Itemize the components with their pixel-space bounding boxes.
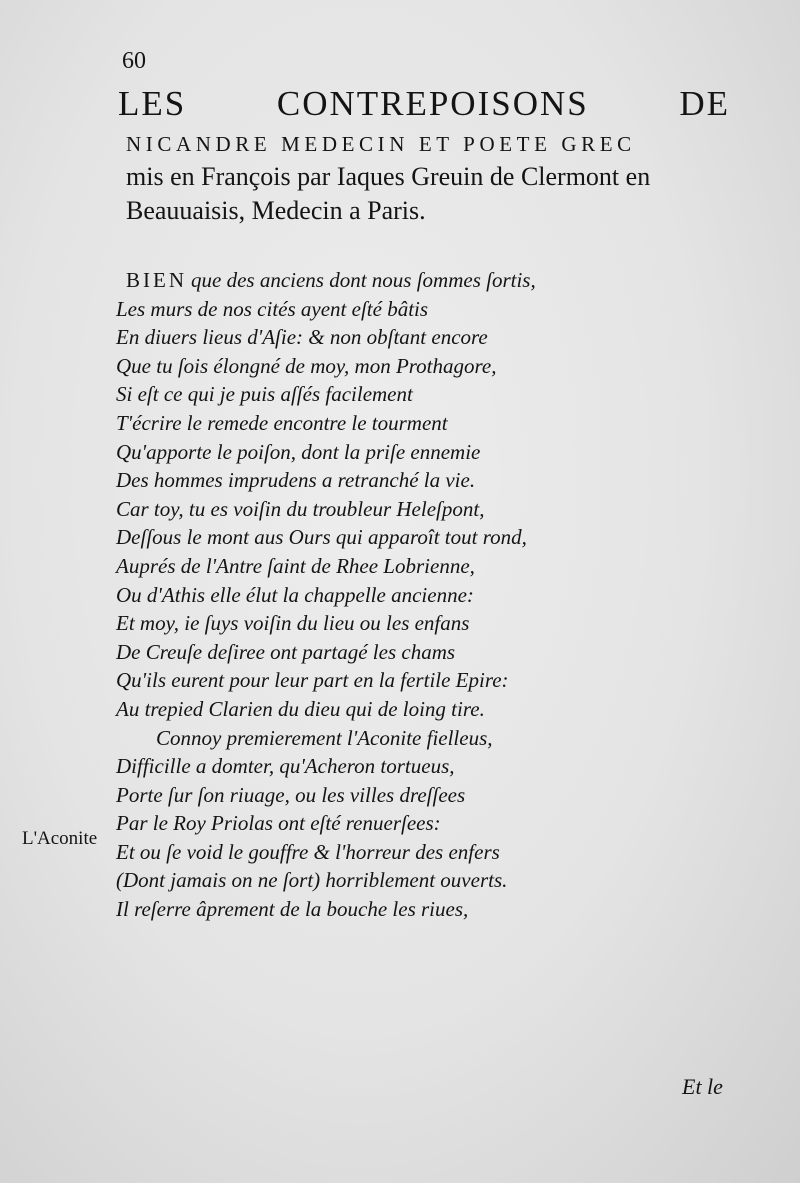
margin-note: L'Aconite: [22, 828, 98, 849]
title-line-1: [118, 84, 730, 124]
verse-line: (Dont jamais on ne ſort) horriblement ouverts.: [116, 868, 508, 893]
verse-line: De Creuſe deſiree ont partagé les chams: [116, 639, 456, 664]
title-word-3: DE: [679, 84, 730, 123]
verse-line: Que tu ſois élongné de moy, mon Prothagore,: [116, 353, 497, 378]
verse-first-word: BIEN: [126, 268, 187, 292]
catchword: Et le: [682, 1074, 723, 1099]
verse-line: Il reſerre âprement de la bouche les riues,: [116, 897, 469, 922]
page-number: 60: [122, 48, 146, 74]
verse-line: Des hommes imprudens a retranché la vie.: [116, 468, 476, 493]
verse-line: Porte ſur ſon riuage, ou les villes dreſſees: [116, 782, 466, 807]
verse-line: Et ou ſe void le gouffre & l'horreur des enfers: [116, 839, 500, 864]
verse-line: Si eſt ce qui je puis aſſés facilement: [116, 382, 413, 407]
verse-line: T'écrire le remede encontre le tourment: [116, 410, 448, 435]
verse-block: [116, 266, 766, 924]
verse-line: Qu'apporte le poiſon, dont la priſe ennemie: [116, 439, 481, 464]
verse-line: Qu'ils eurent pour leur part en la fertile Epire:: [116, 668, 509, 693]
subtitle-line-2: Beauuaisis, Medecin a Paris.: [126, 196, 426, 225]
verse-line-1: [116, 266, 766, 295]
title-word-1: LES: [118, 84, 187, 123]
title-line-2: NICANDRE MEDECIN ET POETE GREC: [126, 132, 636, 156]
title-word-2: CONTREPOISONS: [276, 84, 589, 123]
verse-line: Car toy, tu es voiſin du troubleur Heleſpont,: [116, 496, 485, 521]
verse-line: Au trepied Clarien du dieu qui de loing tire.: [116, 696, 485, 721]
verse-line: En diuers lieus d'Aſie: & non obſtant encore: [116, 325, 488, 350]
verse-line: Les murs de nos cités ayent eſté bâtis: [116, 296, 429, 321]
subtitle: [126, 160, 746, 228]
verse-line-1-text: que des anciens dont nous ſommes ſortis,: [191, 268, 536, 292]
verse-line: Et moy, ie ſuys voiſin du lieu ou les enfans: [116, 611, 470, 636]
verse-line: Auprés de l'Antre ſaint de Rhee Lobrienne,: [116, 553, 475, 578]
verse-line: Connoy premierement l'Aconite fielleus,: [156, 725, 493, 750]
verse-line: Deſſous le mont aus Ours qui apparoît tout rond,: [116, 525, 527, 550]
subtitle-line-1: mis en François par Iaques Greuin de Clermont en: [126, 162, 651, 191]
verse-line: Ou d'Athis elle élut la chappelle ancienne:: [116, 582, 474, 607]
verse-line: Par le Roy Priolas ont eſté renuerſees:: [116, 811, 441, 836]
verse-line: Difficille a domter, qu'Acheron tortueus,: [116, 754, 455, 779]
